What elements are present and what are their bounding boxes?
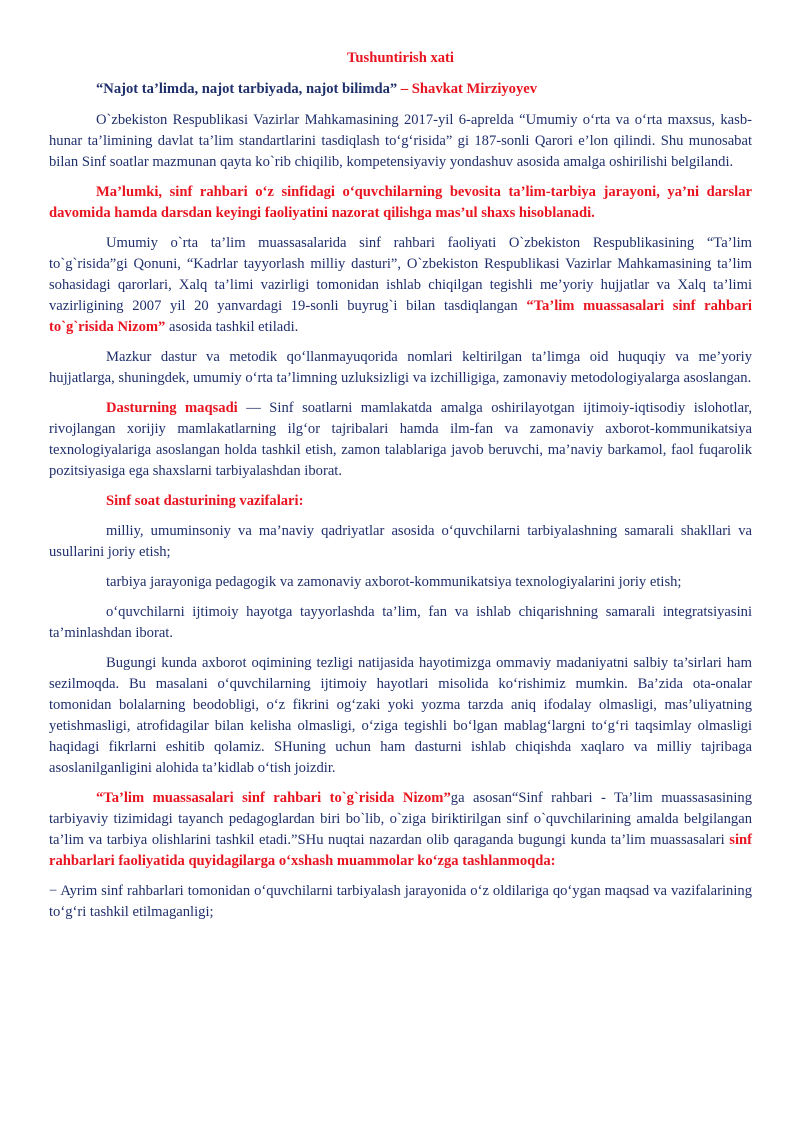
paragraph-5-text: — Sinf soatlarni mamlakatda amalga oshirilayotgan ijtimoiy-iqtisodiy islohotlar, rivojlangan xorijiy mamlakatlarning ilg‘or tajribalari hamda ilm-fan va zamonaviy axborot-kommunikatsiya texnologiyalariga asoslangan holda tashkil etish, zamon talablariga javob beruvchi, ma’naviy barkamol, faol fuqarolik pozitsiyasiga ega shaxslarni tarbiyalashdan iborat. [49, 400, 752, 479]
paragraph-11-highlight: sinf rahbarlari faoliyatida quyidagilarga o‘xshash muammolar ko‘zga tashlanmoqda: [49, 832, 752, 869]
paragraph-2: Ma’lumki, sinf rahbari o‘z sinfidagi o‘quvchilarning bevosita ta’lim-tarbiya jarayoni, ya’ni darslar davomida hamda darsdan keyingi faoliyatini nazorat qilishga mas’ul shaxs hisoblanadi. [49, 184, 752, 221]
epigraph-author: – Shavkat Mirziyoyev [397, 81, 538, 97]
paragraph-5 [49, 398, 752, 482]
epigraph [49, 79, 752, 100]
paragraph-11-lead: “Ta’lim muassasalari sinf rahbari to`g`risida Nizom” [96, 790, 451, 806]
task-item-1: milliy, umuminsoniy va ma’naviy qadriyatlar asosida o‘quvchilarni tarbiyalashning samarali shakllari va usullarini joriy etish; [49, 523, 752, 560]
paragraph-11 [49, 788, 752, 872]
paragraph-1: O`zbekiston Respublikasi Vazirlar Mahkamasining 2017-yil 6-aprelda “Umumiy o‘rta va o‘rta maxsus, kasb-hunar ta’limining davlat ta’lim standartlarini tasdiqlash to‘g‘risida” gi 187-sonli Qarori e’lon qilindi. Shu munosabat bilan Sinf soatlar mazmunan qayta ko`rib chiqilib, kompetensiyaviy yondashuv asosida amalga oshirilishi belgilandi. [49, 112, 752, 170]
paragraph-5-label: Dasturning maqsadi [106, 400, 238, 416]
paragraph-4: Mazkur dastur va metodik qo‘llanmayuqorida nomlari keltirilgan ta’limga oid huquqiy va me’yoriy hujjatlarga, shuningdek, umumiy o‘rta ta’limning uzluksizligi va izchilligiga, zamonaviy metodologiyalarga asoslangan. [49, 349, 752, 386]
paragraph-3 [49, 233, 752, 338]
document-body [49, 48, 752, 932]
paragraph-3-tail: asosida tashkil etiladi. [165, 319, 299, 335]
document-title: Tushuntirish xati [347, 50, 454, 66]
paragraph-11-text: ga asosan“Sinf rahbari - Ta’lim muassasasining tarbiyaviy tizimidagi tayanch pedagoglardan biri bo`lib, o`ziga biriktirilgan sinf o`quvchilarining amalda belgilangan ta’lim va tarbiya olishlarini tashkil etadi.”SHu nuqtai nazardan olib qaraganda bugungi kunda ta’lim muassasalari [49, 790, 752, 848]
task-item-3: o‘quvchilarni ijtimoiy hayotga tayyorlashda ta’lim, fan va ishlab chiqarishning samarali integratsiyasini ta’minlashdan iborat. [49, 604, 752, 641]
list-item-problem-1: − Ayrim sinf rahbarlari tomonidan o‘quvchilarni tarbiyalash jarayonida o‘z oldilariga qo‘ygan maqsad va vazifalarining to‘g‘ri tashkil etilmaganligi; [49, 883, 752, 920]
task-item-2: tarbiya jarayoniga pedagogik va zamonaviy axborot-kommunikatsiya texnologiyalarini joriy etish; [106, 574, 682, 590]
paragraph-3-text: Umumiy o`rta ta’lim muassasalarida sinf rahbari faoliyati O`zbekiston Respublikasining “Ta’lim to`g`risida”gi Qonuni, “Kadrlar tayyorlash milliy dasturi”, O`zbekiston Respublikasi Vazirlar Mahkamasining ta’lim sohasidagi qarorlari, Xalq ta’limi vazirligi tomonidan ishlab chiqilgan tegishli me’yoriy hujjatlar va Xalq ta’limi vazirligining 2007 yil 20 yanvardagi 19-sonli buyrug`i bilan tasdiqlangan [49, 235, 752, 314]
paragraph-3-highlight: “Ta’lim muassasalari sinf rahbari to`g`risida Nizom” [49, 298, 752, 335]
epigraph-quote: “Najot ta’limda, najot tarbiyada, najot bilimda” [96, 81, 398, 97]
paragraph-10: Bugungi kunda axborot oqimining tezligi natijasida hayotimizga ommaviy madaniyatni salbiy ta’sirlari ham sezilmoqda. Bu masalani o‘quvchilarning ijtimoiy hayotlari misolida ko‘rishimiz mumkin. Ba’zida ota-onalar tomonidan bolalarning beodobligi, o‘z fikrini og‘zaki yoki yozma tarzda aniq ifodalay olmasligi, mas’uliyatning yetishmasligi, atrofidagilar bilan kelisha olmasligi, o‘ziga tegishli bo‘lgan mablag‘largni to‘g‘ri taqsimlay olmasligi haqidagi fikrlarni eshitib qolamiz. SHuning uchun ham dasturni ishlab chiqishda xaqlaro va milliy tajribaga asoslanilganligini alohida ta’kidlab o‘tish joizdir. [49, 655, 752, 776]
section-heading-vazifalar: Sinf soat dasturining vazifalari: [106, 493, 304, 509]
